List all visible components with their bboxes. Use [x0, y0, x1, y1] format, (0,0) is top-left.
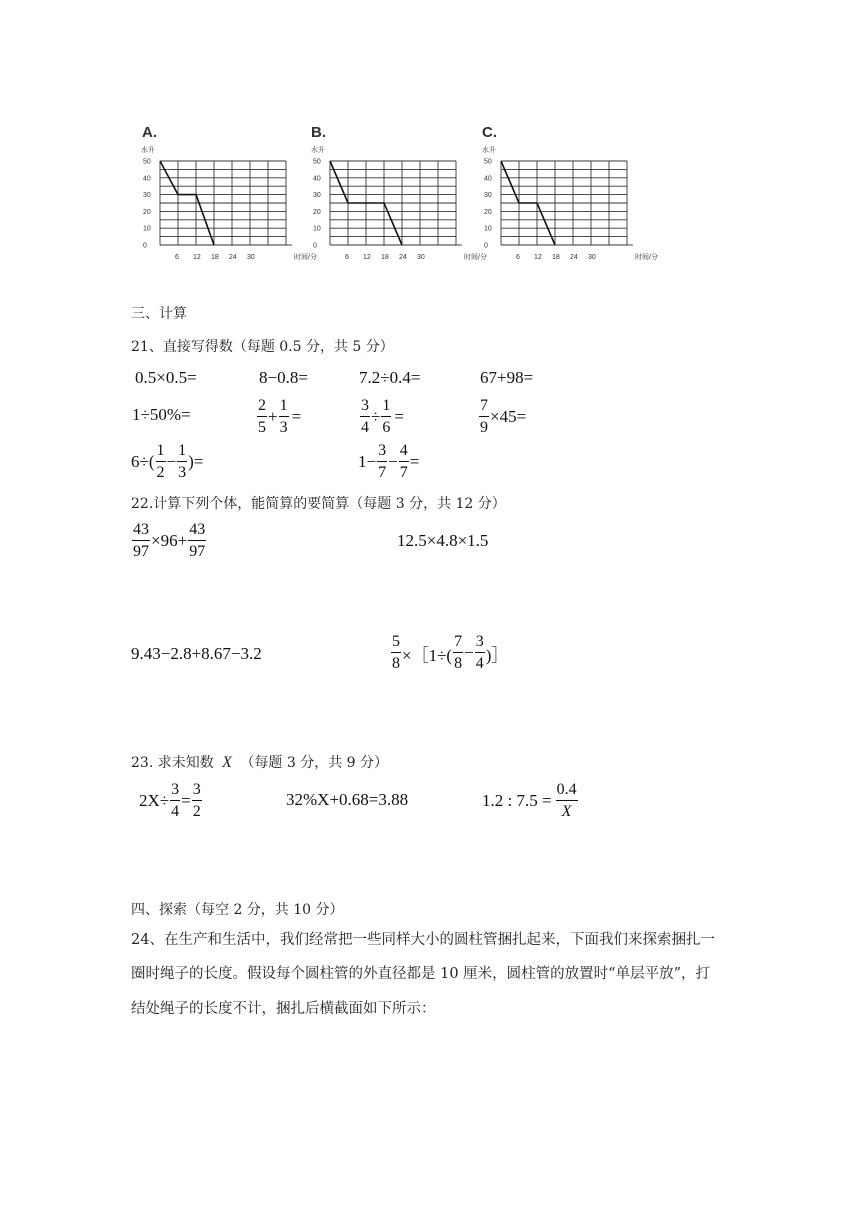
graph-b-label: B.: [311, 124, 326, 141]
section-4-title: 四、探索（每空 2 分，共 10 分）: [131, 902, 344, 918]
y-tick-label: 20: [484, 208, 492, 216]
q23-expr-1: 2X÷ $\frac{3}{4}$ = $\frac{3}{2}$: [139, 781, 201, 820]
q21-r2-expr-4: $\frac{7}{9}$ ×45=: [480, 397, 527, 436]
q23-expr-2: 32%X+0.68=3.88: [286, 790, 409, 809]
x-tick-label: 6: [516, 254, 520, 261]
q24-line-1: 24、在生产和生活中，我们经常把一些同样大小的圆柱管捆扎起来，下面我们来探索捆扎一: [131, 932, 715, 948]
graph-ylabel: 水升: [141, 147, 155, 154]
graph-xlabel: 时间/分: [294, 254, 317, 261]
q21-r1-expr-4: 67+98=: [480, 368, 534, 387]
graph-ylabel: 水升: [311, 147, 325, 154]
y-tick-label: 50: [484, 158, 492, 166]
x-tick-label: 30: [417, 254, 425, 261]
y-tick-label: 10: [313, 225, 321, 233]
q21-r2-expr-3: $\frac{3}{4}$ ÷ $\frac{1}{6}$ =: [361, 397, 404, 436]
graph-c-label: C.: [482, 124, 497, 141]
y-tick-label: 20: [143, 208, 151, 216]
x-tick-label: 24: [570, 254, 578, 261]
graph-a-label: A.: [142, 124, 157, 141]
x-tick-label: 12: [193, 254, 201, 261]
q21-r1-expr-3: 7.2÷0.4=: [359, 368, 421, 387]
q24-line-3: 结处绳子的长度不计，捆扎后横截面如下所示：: [131, 1001, 436, 1017]
y-tick-label: 40: [143, 175, 151, 183]
y-tick-label: 10: [143, 225, 151, 233]
y-tick-label: 30: [313, 192, 321, 200]
q22-expr-4: $\frac{5}{8}$ ×［1÷( $\frac{7}{8}$ − $\frac{3}{4}$ )］: [392, 633, 509, 672]
x-tick-label: 6: [175, 254, 179, 261]
q23-expr-3: 1.2 : 7.5 = $\frac{0.4}{X}$: [482, 781, 577, 820]
q22-expr-3: 9.43−2.8+8.67−3.2: [131, 644, 262, 663]
x-tick-label: 12: [534, 254, 542, 261]
x-tick-label: 30: [588, 254, 596, 261]
x-tick-label: 24: [399, 254, 407, 261]
y-tick-label: 40: [313, 175, 321, 183]
q24-line-2: 圈时绳子的长度。假设每个圆柱管的外直径都是 10 厘米，圆柱管的放置时“单层平放”，打: [131, 966, 710, 982]
graph-xlabel: 时间/分: [464, 254, 487, 261]
graph-b: [305, 140, 487, 270]
x-tick-label: 18: [552, 254, 560, 261]
y-tick-label: 30: [484, 192, 492, 200]
y-tick-label: 30: [143, 192, 151, 200]
q21-r1-expr-2: 8−0.8=: [259, 368, 308, 387]
y-tick-label: 50: [313, 158, 321, 166]
x-tick-label: 18: [211, 254, 219, 261]
q23-title: 23. 求未知数 X （每题 3 分，共 9 分）: [131, 754, 389, 771]
graph-c: [476, 140, 658, 270]
y-tick-label: 10: [484, 225, 492, 233]
graph-ylabel: 水升: [482, 147, 496, 154]
y-tick-label: 0: [484, 242, 488, 250]
q21-r2-expr-2: $\frac{2}{5}$ + $\frac{1}{3}$ =: [258, 397, 302, 436]
y-tick-label: 0: [143, 242, 147, 250]
q22-title: 22.计算下列个体，能简算的要简算（每题 3 分，共 12 分）: [131, 496, 506, 512]
graph-a: [135, 140, 317, 270]
y-tick-label: 0: [313, 242, 317, 250]
y-tick-label: 50: [143, 158, 151, 166]
q22-expr-2: 12.5×4.8×1.5: [397, 531, 489, 550]
y-tick-label: 20: [313, 208, 321, 216]
x-tick-label: 12: [363, 254, 371, 261]
graph-xlabel: 时间/分: [635, 254, 658, 261]
q21-r1-expr-1: 0.5×0.5=: [135, 368, 197, 387]
q21-r3-expr-2: 1− $\frac{3}{7}$ − $\frac{4}{7}$ =: [358, 442, 420, 481]
y-tick-label: 40: [484, 175, 492, 183]
q21-r2-expr-1: 1÷50%=: [132, 405, 191, 424]
x-tick-label: 18: [381, 254, 389, 261]
x-tick-label: 24: [229, 254, 237, 261]
q22-expr-1: $\frac{43}{97}$ ×96+ $\frac{43}{97}$: [133, 521, 206, 560]
x-tick-label: 6: [345, 254, 349, 261]
q21-title: 21、直接写得数（每题 0.5 分，共 5 分）: [131, 339, 394, 355]
section-3-title: 三、计算: [131, 306, 187, 322]
x-tick-label: 30: [247, 254, 255, 261]
q21-r3-expr-1: 6÷( $\frac{1}{2}$ − $\frac{1}{3}$ )=: [131, 442, 204, 481]
